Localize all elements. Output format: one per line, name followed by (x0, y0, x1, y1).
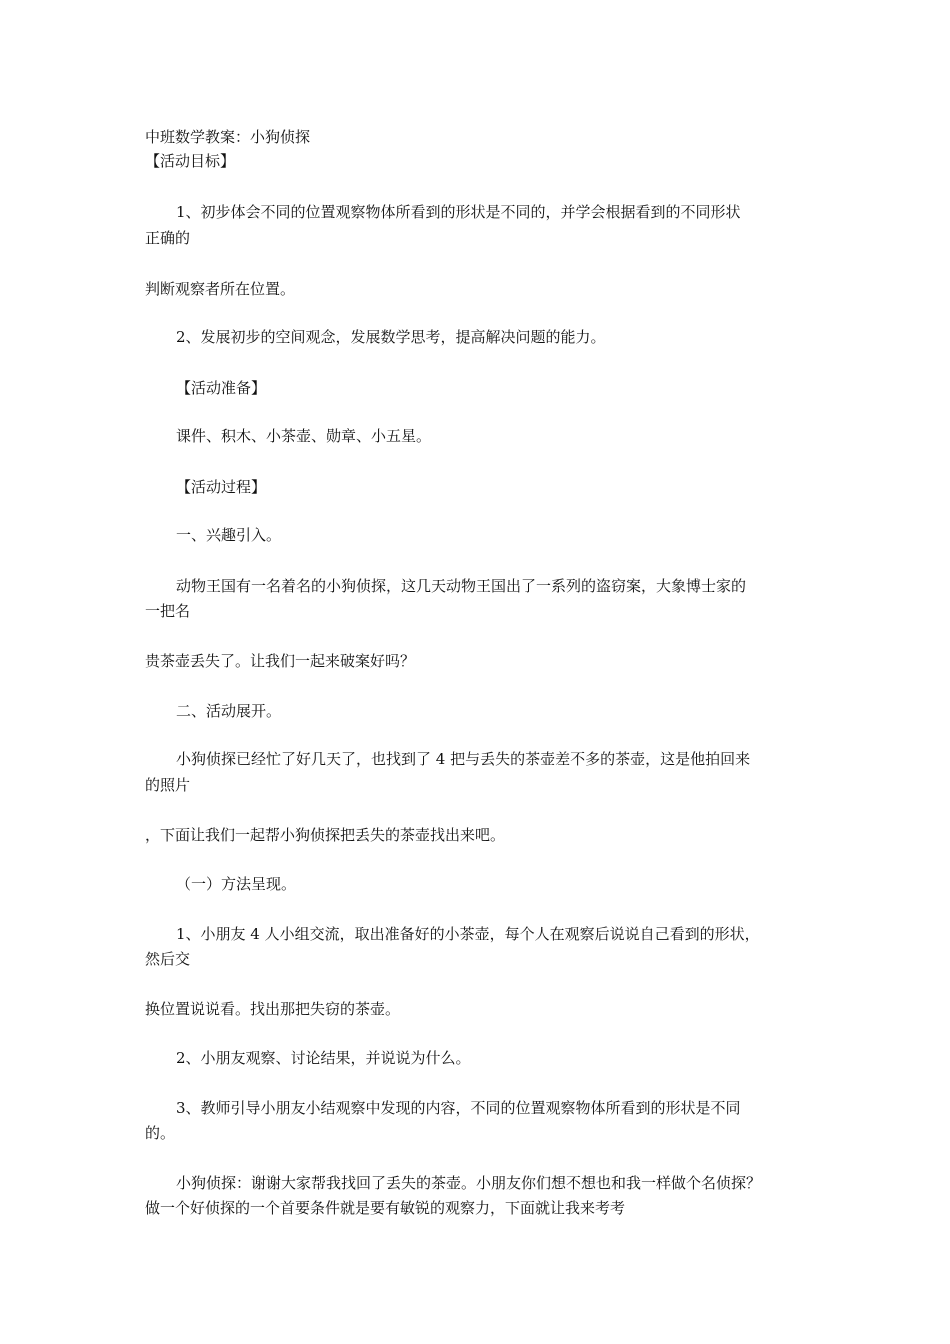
step-1-line-3: 换位置说说看。找出那把失窃的茶壶。 (145, 1000, 401, 1018)
part-2-line-2: 的照片 (145, 776, 191, 794)
process-heading: 【活动过程】 (176, 478, 267, 496)
step-2: 2、小朋友观察、讨论结果，并说说为什么。 (176, 1049, 471, 1067)
goal-1-line-3: 判断观察者所在位置。 (145, 280, 296, 298)
final-line-2: 做一个好侦探的一个首要条件就是要有敏锐的观察力，下面就让我来考考 (145, 1199, 626, 1217)
part-1-line-2: 一把名 (145, 602, 191, 620)
goals-heading: 【活动目标】 (145, 152, 236, 170)
part-1-heading: 一、兴趣引入。 (176, 526, 282, 544)
goal-1-line-1: 1、初步体会不同的位置观察物体所看到的形状是不同的，并学会根据看到的不同形状 (176, 203, 741, 221)
part-2-line-3: ，下面让我们一起帮小狗侦探把丢失的茶壶找出来吧。 (145, 826, 506, 844)
prep-items: 课件、积木、小茶壶、勋章、小五星。 (176, 427, 432, 445)
part-1-line-1: 动物王国有一名着名的小狗侦探，这几天动物王国出了一系列的盗窃案，大象博士家的 (176, 577, 747, 595)
step-1-line-1: 1、小朋友 4 人小组交流，取出准备好的小茶壶，每个人在观察后说说自己看到的形状， (176, 925, 760, 943)
part-2-heading: 二、活动展开。 (176, 702, 282, 720)
step-3-line-1: 3、教师引导小朋友小结观察中发现的内容，不同的位置观察物体所看到的形状是不同 (176, 1099, 741, 1117)
goal-2: 2、发展初步的空间观念，发展数学思考，提高解决问题的能力。 (176, 328, 606, 346)
prep-heading: 【活动准备】 (176, 379, 267, 397)
part-2-line-1: 小狗侦探已经忙了好几天了，也找到了 4 把与丢失的茶壶差不多的茶壶，这是他拍回来 (176, 750, 751, 768)
part-1-line-3: 贵茶壶丢失了。让我们一起来破案好吗？ (145, 652, 416, 670)
final-line-1: 小狗侦探：谢谢大家帮我找回了丢失的茶壶。小朋友你们想不想也和我一样做个名侦探？ (176, 1174, 762, 1192)
step-1-line-2: 然后交 (145, 950, 191, 968)
method-heading: （一）方法呈现。 (176, 875, 297, 893)
document-title: 中班数学教案：小狗侦探 (145, 128, 311, 146)
step-3-line-2: 的。 (145, 1124, 176, 1142)
goal-1-line-2: 正确的 (145, 229, 191, 247)
